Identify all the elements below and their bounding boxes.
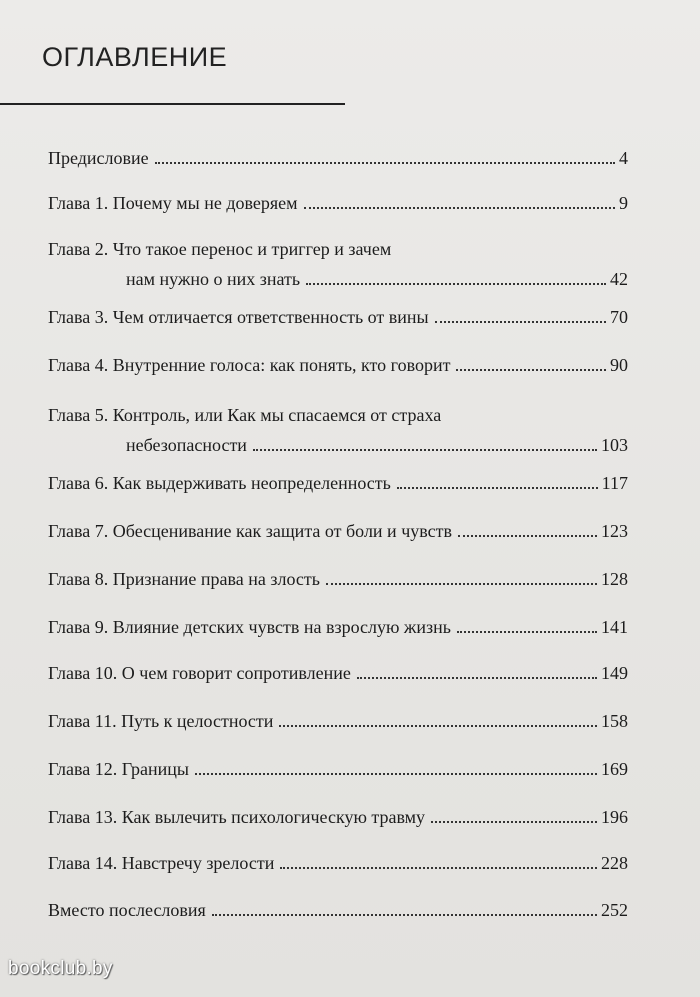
dot-leader	[304, 206, 615, 209]
toc-entry-title: Глава 8. Признание права на злость	[48, 569, 320, 589]
toc-entry-title: Глава 9. Влияние детских чувств на взрослую жизнь	[48, 617, 451, 637]
toc-entry	[48, 191, 628, 215]
toc-page-number: 128	[601, 569, 628, 589]
toc-entry	[48, 805, 628, 829]
dot-leader	[306, 282, 606, 285]
toc-page-number: 103	[601, 435, 628, 455]
dot-leader	[326, 582, 597, 585]
toc-entry-title-continuation: нам нужно о них знать	[126, 269, 301, 289]
toc-page-number: 228	[601, 853, 628, 873]
toc-entry-title: Глава 3. Чем отличается ответственность от вины	[48, 307, 429, 327]
toc-entry	[48, 615, 628, 639]
dot-leader	[435, 320, 606, 323]
dot-leader	[195, 772, 597, 775]
toc-entry-title: Глава 6. Как выдерживать неопределенность	[48, 473, 391, 493]
dot-leader	[280, 866, 597, 869]
toc-entry-title: Предисловие	[48, 148, 149, 168]
dot-leader	[279, 724, 597, 727]
toc-entry	[48, 146, 628, 170]
toc-page-number: 141	[601, 617, 628, 637]
toc-entry-title: Глава 11. Путь к целостности	[48, 711, 274, 731]
dot-leader	[397, 486, 598, 489]
toc-entry	[48, 567, 628, 591]
toc-entry-title-continuation: небезопасности	[126, 435, 247, 455]
dot-leader	[431, 820, 597, 823]
toc-entry	[48, 237, 628, 291]
toc-entry	[48, 851, 628, 875]
toc-page-number: 4	[619, 148, 628, 168]
toc-entry	[48, 403, 628, 457]
dot-leader	[253, 448, 597, 451]
toc-entry	[48, 709, 628, 733]
toc-entry	[48, 519, 628, 543]
toc-entry	[48, 898, 628, 922]
toc-entry-title: Глава 13. Как вылечить психологическую травму	[48, 807, 426, 827]
toc-entry	[48, 757, 628, 781]
toc-entry	[48, 305, 628, 329]
toc-page-number: 252	[601, 900, 628, 920]
toc-page-number: 149	[601, 663, 628, 683]
toc-entry	[48, 661, 628, 685]
dot-leader	[457, 630, 597, 633]
toc-page-number: 70	[610, 307, 628, 327]
toc-entry-title: Глава 4. Внутренние голоса: как понять, кто говорит	[48, 355, 451, 375]
toc-page-number: 169	[601, 759, 628, 779]
toc-entry-title: Глава 10. О чем говорит сопротивление	[48, 663, 351, 683]
dot-leader	[155, 161, 615, 164]
toc-entry-title: Глава 5. Контроль, или Как мы спасаемся от страха	[48, 405, 442, 425]
toc-page-number: 117	[601, 473, 628, 493]
toc-entry	[48, 471, 628, 495]
toc-entry-title: Глава 2. Что такое перенос и триггер и зачем	[48, 239, 392, 259]
toc-entry-title: Вместо послесловия	[48, 900, 206, 920]
toc-entry-title: Глава 14. Навстречу зрелости	[48, 853, 275, 873]
dot-leader	[458, 534, 597, 537]
watermark-logo: bookclub.by	[8, 958, 113, 979]
toc-page-number: 158	[601, 711, 628, 731]
toc-page-number: 9	[619, 193, 628, 213]
toc-page-number: 42	[610, 269, 628, 289]
page-title: ОГЛАВЛЕНИЕ	[42, 42, 228, 72]
toc-page-number: 123	[601, 521, 628, 541]
dot-leader	[456, 368, 606, 371]
toc-entry-title: Глава 1. Почему мы не доверяем	[48, 193, 298, 213]
dot-leader	[212, 913, 597, 916]
toc-entry	[48, 353, 628, 377]
toc-entry-title: Глава 12. Границы	[48, 759, 190, 779]
dot-leader	[357, 676, 597, 679]
toc-entry-title: Глава 7. Обесценивание как защита от боли и чувств	[48, 521, 452, 541]
toc-page-number: 90	[610, 355, 628, 375]
toc-page-number: 196	[601, 807, 628, 827]
